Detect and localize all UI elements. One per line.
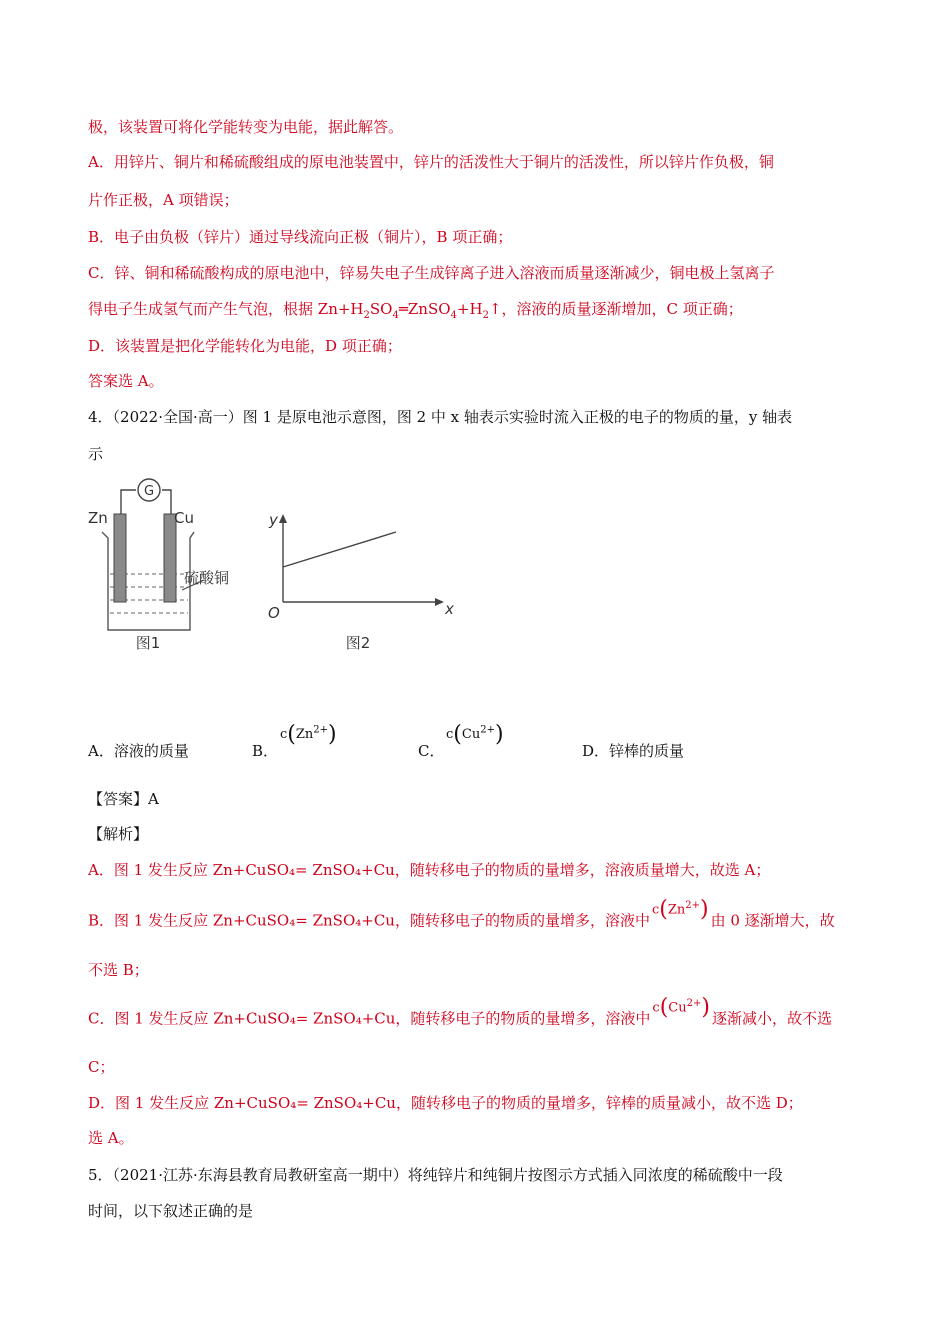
- cu-electrode: [164, 514, 176, 602]
- prev-solution-d: D．该装置是把化学能转化为电能，D 项正确；: [88, 337, 402, 355]
- q4-analysis-tag: 【解析】: [88, 825, 149, 843]
- prev-solution-intro: 极，该装置可将化学能转变为电能，据此解答。: [88, 118, 404, 136]
- zn-label: Zn: [88, 509, 108, 527]
- q4-option-d: D．锌棒的质量: [582, 742, 685, 760]
- cu-label: Cu: [174, 509, 194, 527]
- figure2-graph: [268, 511, 454, 652]
- prev-solution-b: B．电子由负极（锌片）通过导线流向正极（铜片），B 项正确；: [88, 228, 513, 246]
- q4-stem-line1: 4．（2022·全国·高一）图 1 是原电池示意图，图 2 中 x 轴表示实验时流入正极的电子的物质的量，y 轴表: [88, 408, 793, 426]
- q4-option-c-expr: $c(Cu^{2+})$: [446, 722, 504, 747]
- figure1-caption: 图1: [135, 634, 161, 652]
- q4-analysis-c: C．图 1 发生反应 Zn+CuSO₄= ZnSO₄+Cu，随转移电子的物质的量增多，溶液中$c(Cu^{2+})$ 逐渐减小，故不选: [88, 994, 832, 1028]
- prev-solution-a-line2: 片作正极，A 项错误；: [88, 191, 239, 209]
- zn-electrode: [114, 514, 126, 602]
- prev-solution-c-line1: C．锌、铜和稀硫酸构成的原电池中，锌易失电子生成锌离子进入溶液而质量逐渐减少，铜电极上氢离子: [88, 264, 775, 282]
- graph-line: [283, 532, 396, 567]
- q4-figure: [88, 470, 478, 660]
- q4-stem-line2: 示: [88, 445, 104, 463]
- q4-analysis-d: D．图 1 发生反应 Zn+CuSO₄= ZnSO₄+Cu，随转移电子的物质的量增多，锌棒的质量减小，故不选 D；: [88, 1094, 803, 1112]
- q4-analysis-b-line2: 不选 B；: [88, 961, 149, 979]
- solution-label: 硫酸铜: [184, 569, 230, 587]
- x-axis-label: x: [445, 600, 454, 618]
- q5-stem-line1: 5．（2021·江苏·东海县教育局教研室高一期中）将纯锌片和纯铜片按图示方式插入同浓度的稀硫酸中一段: [88, 1166, 783, 1184]
- q4-option-b-expr: $c(Zn^{2+})$: [280, 722, 337, 747]
- prev-solution-answer: 答案选 A。: [88, 372, 164, 390]
- figure1-galvanic-cell: [88, 479, 229, 652]
- y-axis-label: y: [269, 511, 278, 529]
- prev-solution-c-line2: 得电子生成氢气而产生气泡，根据 $Zn+H_2SO_4═ZnSO_4+H_2↑$，溶液的质量逐渐增加，C 项正确；: [88, 300, 743, 321]
- q4-option-c: C．: [418, 742, 445, 760]
- q4-analysis-a: A．图 1 发生反应 Zn+CuSO₄= ZnSO₄+Cu，随转移电子的物质的量增多，溶液质量增大，故选 A；: [88, 861, 771, 879]
- figure2-caption: 图2: [345, 634, 371, 652]
- q5-stem-line2: 时间，以下叙述正确的是: [88, 1202, 254, 1220]
- prev-solution-a-line1: A．用锌片、铜片和稀硫酸组成的原电池装置中，锌片的活泼性大于铜片的活泼性，所以锌片作负极，铜: [88, 153, 774, 171]
- q4-analysis-c-line2: C；: [88, 1058, 115, 1076]
- q4-option-b: B．: [252, 742, 279, 760]
- q4-answer-tag: 【答案】A: [88, 790, 159, 808]
- q4-option-a: A．溶液的质量: [88, 742, 189, 760]
- galvanometer-label: G: [143, 484, 155, 499]
- q4-analysis-conclusion: 选 A。: [88, 1129, 134, 1147]
- origin-label: O: [268, 604, 280, 622]
- q4-analysis-b: B．图 1 发生反应 Zn+CuSO₄= ZnSO₄+Cu，随转移电子的物质的量增多，溶液中$c(Zn^{2+})$ 由 0 逐渐增大，故: [88, 896, 835, 930]
